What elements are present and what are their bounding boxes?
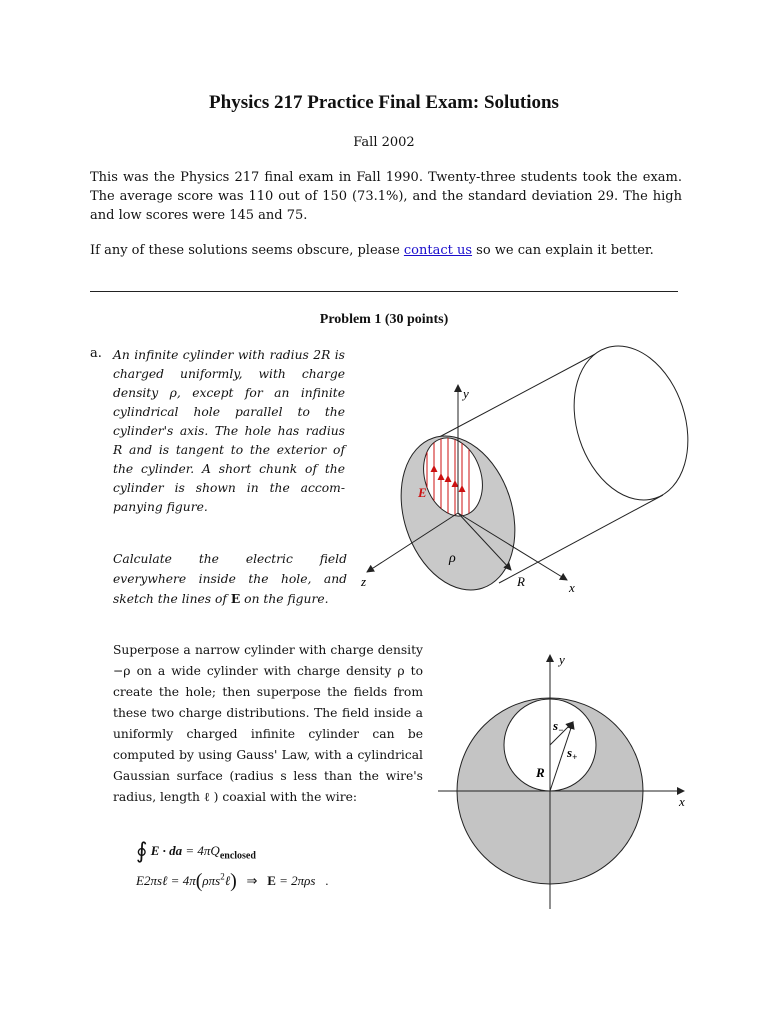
problem-1-heading: Problem 1 (30 points) <box>319 312 449 327</box>
equation-field-result: E2πsℓ = 4π(ρπs$^2$ℓ) ⇒ E = 2πρs . <box>136 870 329 892</box>
fig1-x-label: x <box>569 580 575 595</box>
fig1-rho-label: ρ <box>449 551 456 566</box>
fig2-y-label: y <box>559 652 565 667</box>
contact-us-link[interactable]: contact us <box>403 243 473 258</box>
page-subtitle: Fall 2002 <box>353 135 415 150</box>
horizontal-rule <box>90 291 678 292</box>
s-minus-sub: − <box>558 725 564 735</box>
eq2-result: = 2πρs <box>275 873 316 888</box>
s-plus-letter: s <box>567 745 573 760</box>
cross-section-figure <box>430 645 700 915</box>
eq2-inner: ρπs <box>202 873 221 888</box>
s-minus-letter: s <box>553 718 559 733</box>
eq2-period: . <box>325 873 329 888</box>
contact-paragraph <box>90 243 690 258</box>
s-plus-sub: + <box>572 752 578 762</box>
cylinder-top-edge <box>428 352 599 443</box>
equation-gauss-law <box>136 838 256 864</box>
contact-text-after: so we can explain it better. <box>472 243 654 258</box>
eq1-rhs: = 4πQ <box>185 843 220 858</box>
contour-integral-symbol: ∮ <box>136 838 148 863</box>
task-text-after: on the figure. <box>240 592 329 606</box>
eq2-inner-end: ℓ <box>224 873 231 888</box>
eq2-result-bold: E <box>267 873 276 888</box>
cylinder-figure <box>355 340 695 610</box>
eq1-lhs: E · da <box>150 843 183 858</box>
eq2-left: E2πsℓ = 4π <box>136 873 196 888</box>
cylinder-back-face <box>555 340 695 515</box>
task-bold-E: E <box>230 591 241 606</box>
solution-text: Superpose a narrow cylinder with charge density −ρ on a wide cylinder with charge density ρ to create the hole; then superpose the fields from these two charge distributions. The field inside a uniformly charged infinite cylinder can be computed by using Gauss' Law, with a cylindrical Gaussian surface (radius s less than the wire's radius, length ℓ ) coaxial with the wire: <box>113 643 423 804</box>
cylinder-bottom-edge <box>499 495 663 583</box>
fig1-R-label: R <box>517 574 525 589</box>
fig1-z-label: z <box>361 574 367 589</box>
problem-task <box>113 550 347 610</box>
eq1-subscript: enclosed <box>219 850 256 862</box>
page-title: Physics 217 Practice Final Exam: Solutions <box>209 92 559 113</box>
intro-paragraph: This was the Physics 217 final exam in Fall 1990. Twenty-three students took the exam. The average score was 110 out of 150 (73.1%), and the standard deviation 29. The high and low scores were 145 and 75. <box>90 170 682 223</box>
part-a-label: a. <box>90 346 102 361</box>
implies-arrow: ⇒ <box>246 873 258 888</box>
task-text-before: Calculate the electric field everywhere inside the hole, and sketch the lines of <box>113 552 347 606</box>
contact-text-before: If any of these solutions seems obscure, please <box>90 243 404 258</box>
fig1-E-label: E <box>418 485 427 500</box>
fig2-R-label: R <box>536 765 545 780</box>
problem-statement: An infinite cylinder with radius 2R is charged uniformly, with charge density ρ, except for an infinite cylindrical hole parallel to the cylinder's axis. The hole has radius R and is tangent to the exterior of the cylinder. A short chunk of the cylinder is shown in the accom-panying figure. <box>113 348 345 514</box>
fig2-x-label: x <box>679 794 685 809</box>
fig1-y-label: y <box>463 386 469 401</box>
eq2-power: 2 <box>220 871 225 882</box>
